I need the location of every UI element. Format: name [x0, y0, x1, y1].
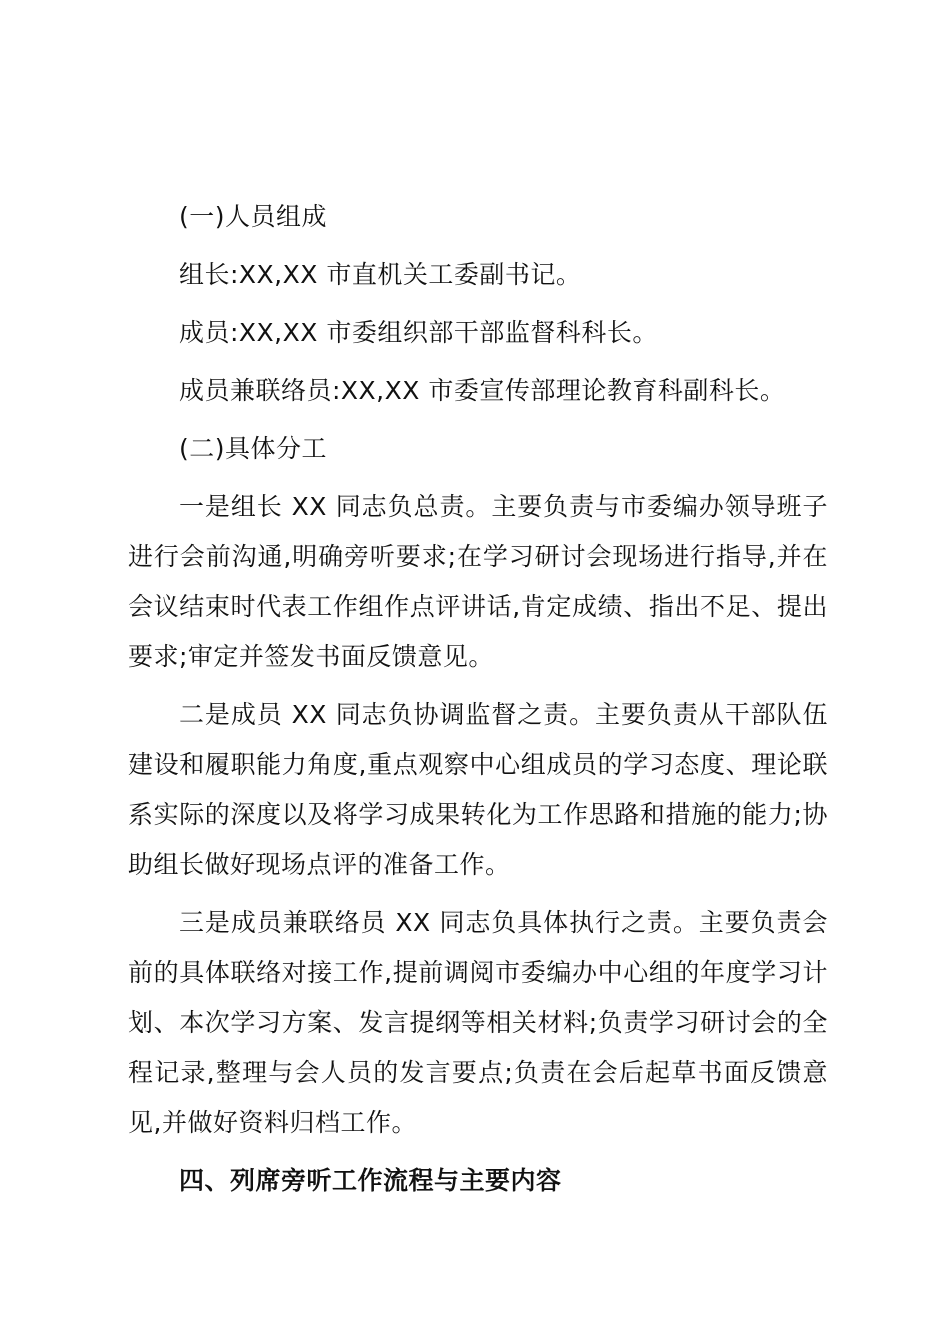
section-title-personnel: (一)人员组成 [179, 202, 328, 231]
document-body [128, 192, 828, 1206]
leader-line: 组长:XX,XX 市直机关工委副书记。 [179, 260, 582, 289]
member-liaison-line: 成员兼联络员:XX,XX 市委宣传部理论教育科副科长。 [179, 376, 786, 405]
section-heading-process: 四、列席旁听工作流程与主要内容 [179, 1166, 562, 1195]
member-line: 成员:XX,XX 市委组织部干部监督科科长。 [179, 318, 658, 347]
paragraph-liaison-duty: 三是成员兼联络员 XX 同志负具体执行之责。主要负责会前的具体联络对接工作,提前调阅市委编办中心组的年度学习计划、本次学习方案、发言提纲等相关材料;负责学习研讨会的全程记录,整理与会人员的发言要点;负责在会后起草书面反馈意见,并做好资料归档工作。 [128, 908, 828, 1137]
section-title-division: (二)具体分工 [179, 434, 328, 463]
paragraph-leader-duty: 一是组长 XX 同志负总责。主要负责与市委编办领导班子进行会前沟通,明确旁听要求;在学习研讨会现场进行指导,并在会议结束时代表工作组作点评讲话,肯定成绩、指出不足、提出要求;审定并签发书面反馈意见。 [128, 492, 828, 671]
paragraph-member-duty: 二是成员 XX 同志负协调监督之责。主要负责从干部队伍建设和履职能力角度,重点观察中心组成员的学习态度、理论联系实际的深度以及将学习成果转化为工作思路和措施的能力;协助组长做好现场点评的准备工作。 [128, 700, 828, 879]
